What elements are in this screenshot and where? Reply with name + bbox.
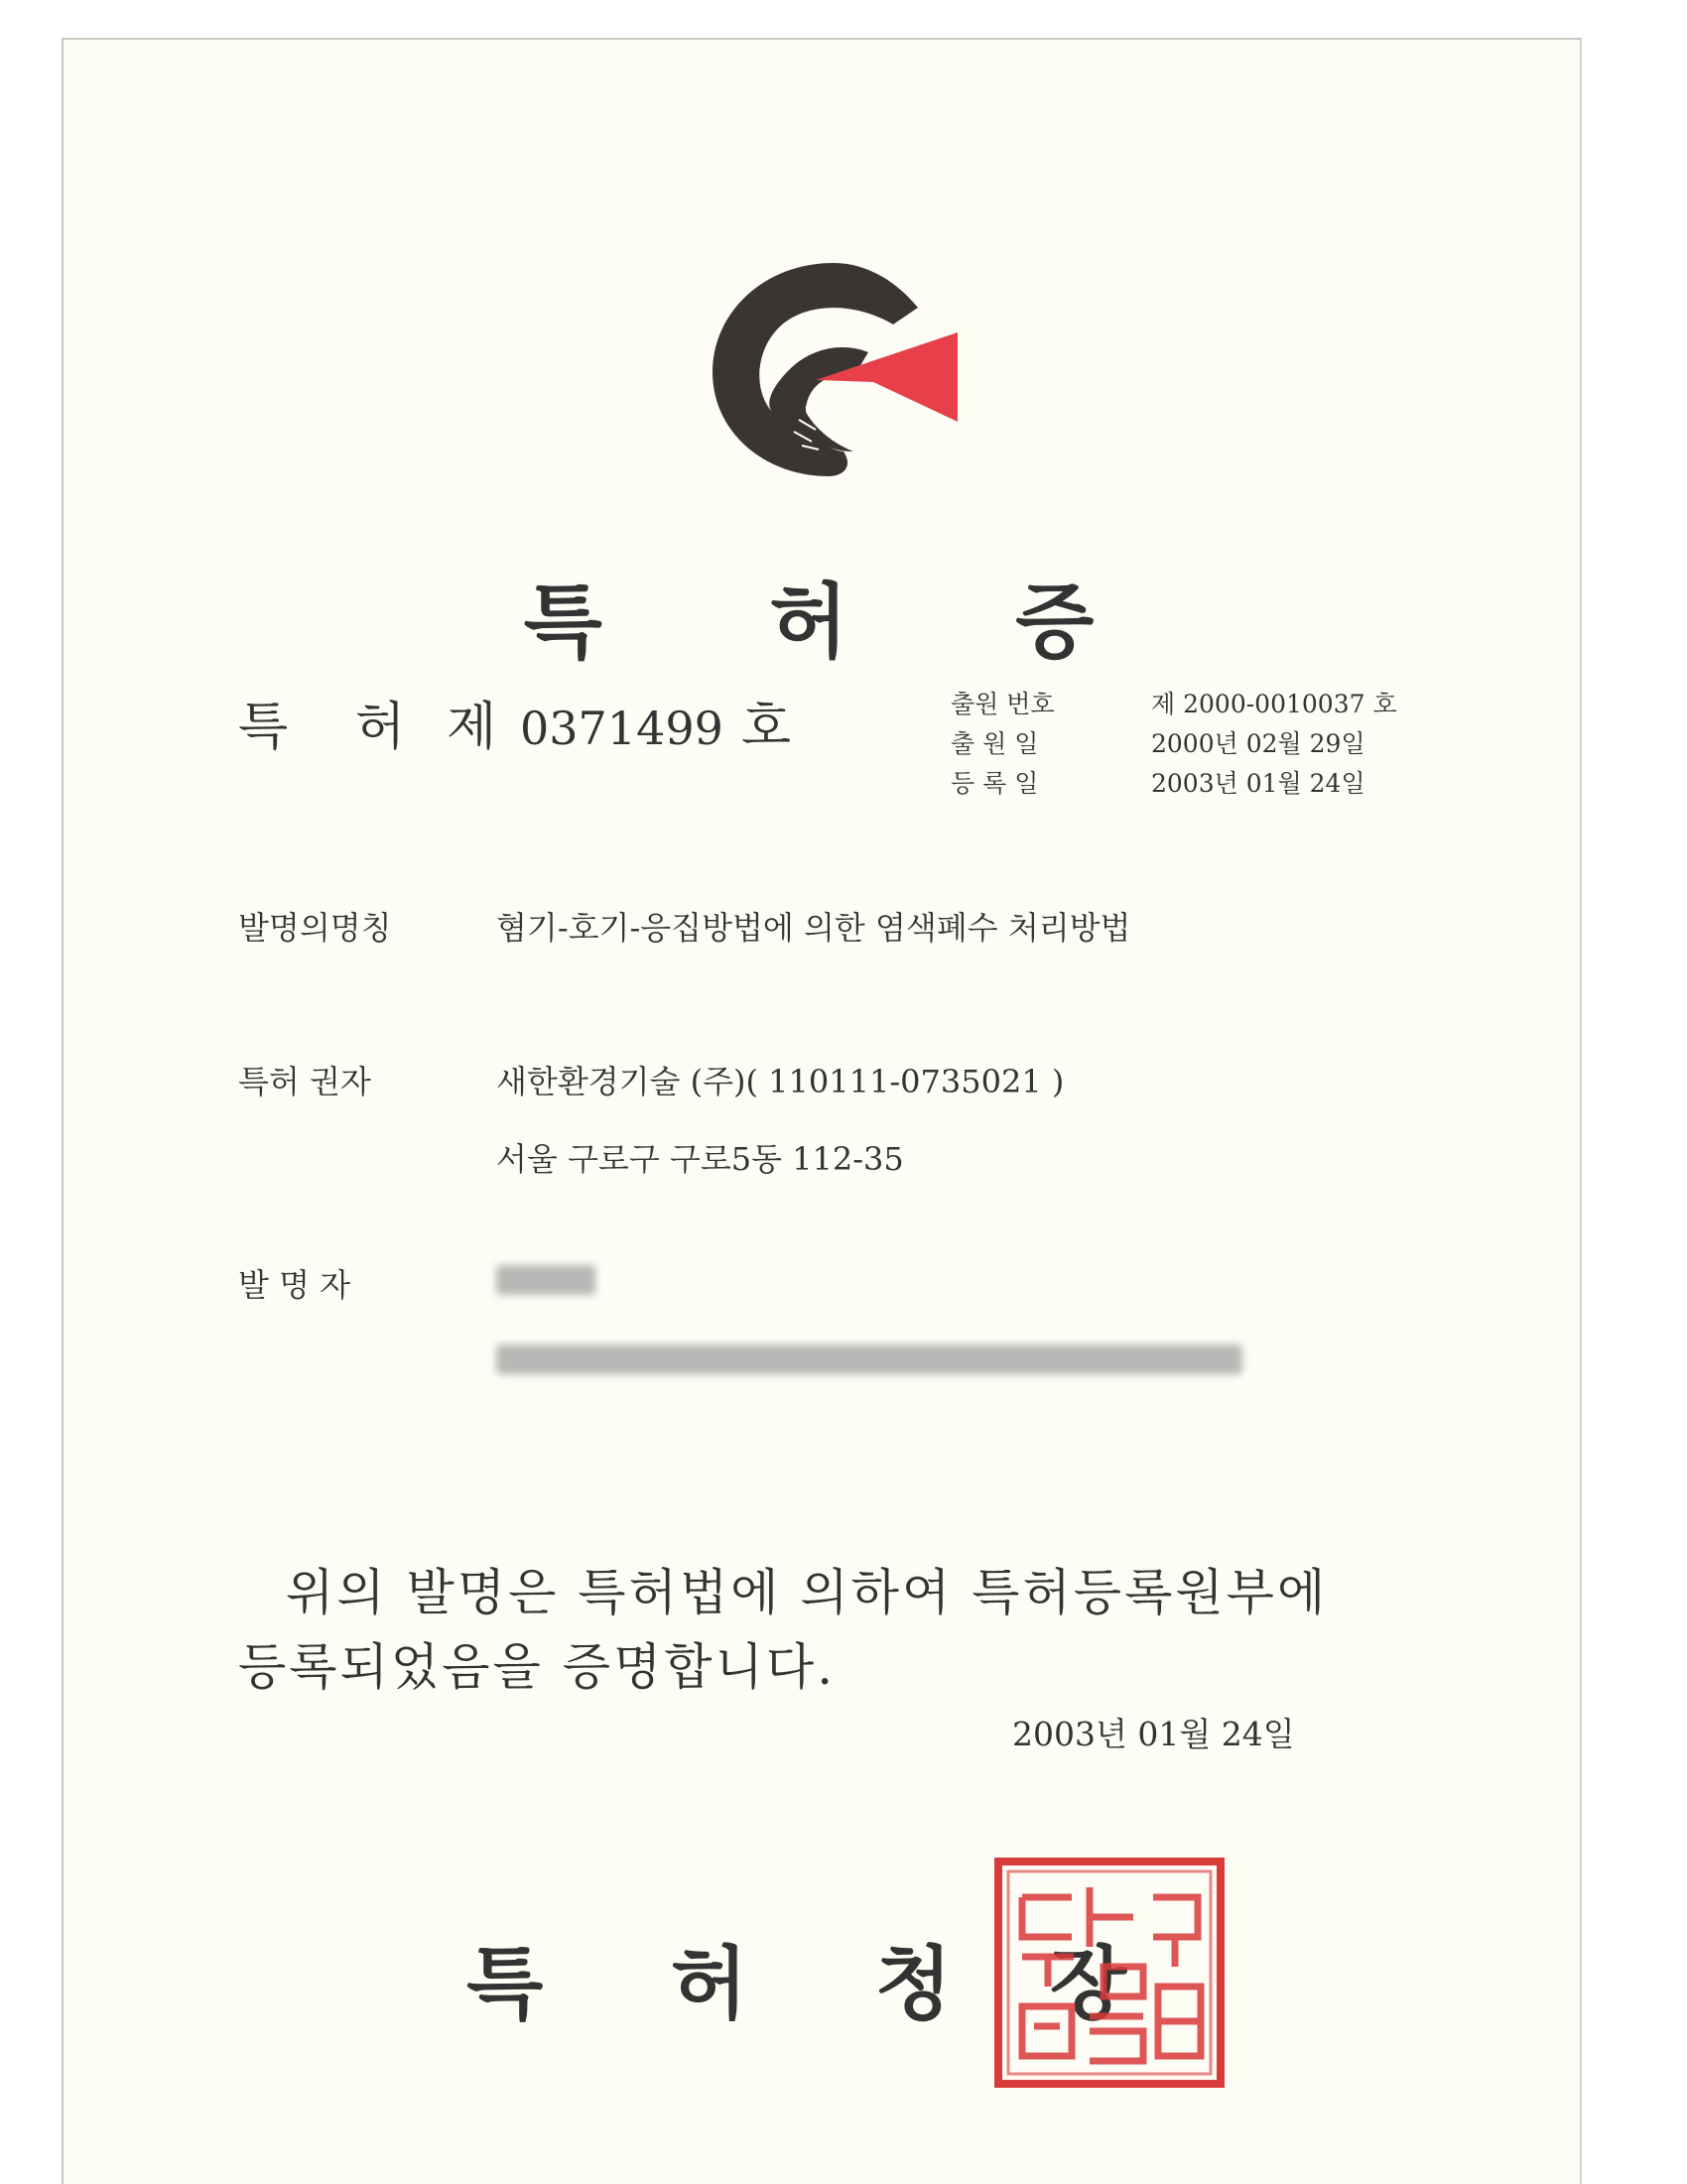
issue-date: 2003년 01월 24일 (1012, 1715, 1295, 1753)
certificate-title: 특 허 증 (523, 576, 1164, 670)
meta-label-registration-date: 등 록 일 (951, 769, 1039, 798)
patent-prefix-2: 허 (355, 698, 406, 757)
patent-suffix: 호 (740, 698, 792, 757)
invention-title-label: 발명의명칭 (238, 909, 392, 947)
inventor-address-redacted (496, 1345, 1242, 1374)
patent-prefix-1: 특 (238, 698, 289, 757)
patentee-name: 새한환경기술 (주)( 110111-0735021 ) (496, 1063, 1065, 1100)
patentee-address: 서울 구로구 구로5동 112-35 (496, 1140, 904, 1178)
seal-frame-icon (994, 1858, 1225, 2088)
patentee-label: 특허 권자 (238, 1063, 371, 1100)
statement-line-1: 위의 발명은 특허법에 의하여 특허등록원부에 (286, 1564, 1329, 1621)
statement-line-2: 등록되었음을 증명합니다. (238, 1638, 837, 1696)
meta-value-application-no: 제 2000-0010037 호 (1151, 690, 1397, 718)
inventor-label: 발 명 자 (238, 1266, 351, 1304)
patent-number-line (238, 685, 791, 759)
office-char-3: 청 (875, 1938, 953, 2030)
invention-title: 혐기-호기-응집방법에 의한 염색폐수 처리방법 (496, 909, 1131, 947)
meta-label-filing-date: 출 원 일 (951, 729, 1039, 758)
official-seal-stamp (994, 1858, 1225, 2088)
patent-prefix-3: 제 (447, 698, 497, 757)
meta-value-registration-date: 2003년 01월 24일 (1151, 769, 1365, 798)
patent-number: 0371499 (520, 702, 723, 755)
taegeuk-emblem-icon (695, 253, 973, 481)
office-char-4: 장 (1050, 1938, 1127, 2030)
meta-label-application-no: 출원 번호 (951, 690, 1055, 718)
inventor-name-redacted (496, 1265, 595, 1295)
meta-value-filing-date: 2000년 02월 29일 (1151, 729, 1365, 758)
office-char-1: 특 (466, 1938, 544, 2030)
office-char-2: 허 (671, 1938, 748, 2030)
